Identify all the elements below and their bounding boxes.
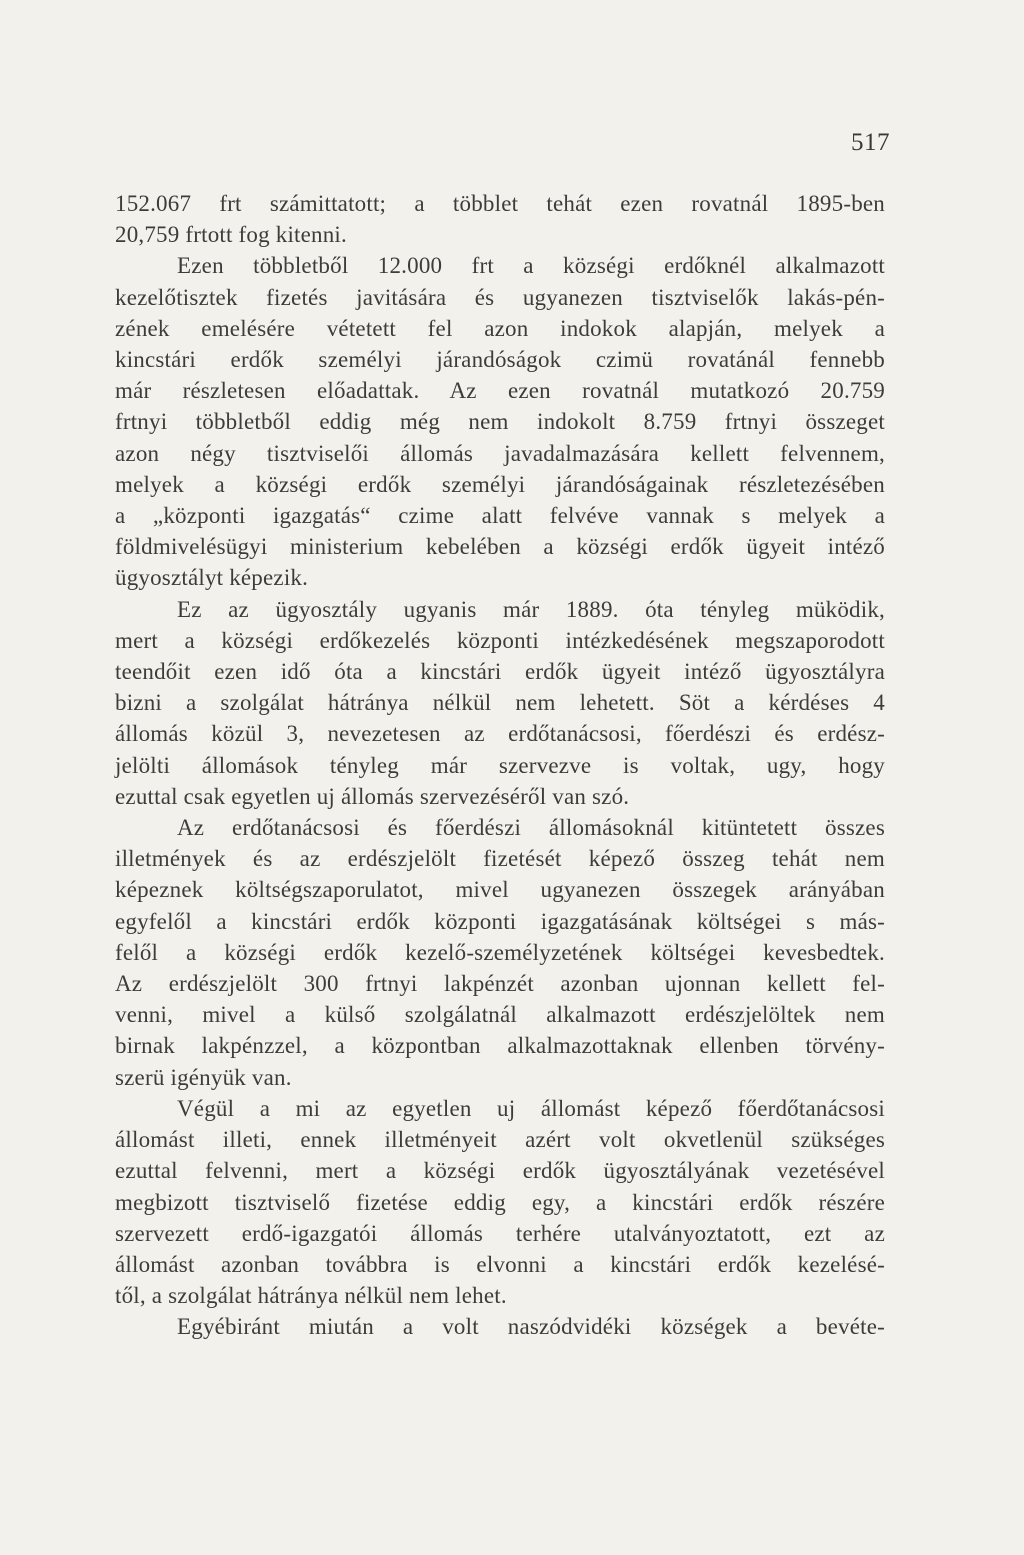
text-line: mert a községi erdőkezelés központi intézkedésének megszaporodott bbox=[115, 627, 885, 653]
text-line: frtnyi többletből eddig még nem indokolt 8.759 frtnyi összeget bbox=[115, 409, 885, 435]
text-line: bizni a szolgálat hátránya nélkül nem lehetett. Söt a kérdéses 4 bbox=[115, 690, 885, 716]
text-line: ezuttal felvenni, mert a községi erdők ügyosztályának vezetésével bbox=[115, 1158, 885, 1184]
text-line: venni, mivel a külső szolgálatnál alkalmazott erdészjelöltek nem bbox=[115, 1002, 885, 1028]
body-text bbox=[115, 188, 885, 1343]
text-line: állomás közül 3, nevezetesen az erdőtanácsosi, főerdészi és erdész- bbox=[115, 721, 885, 747]
text-line: birnak lakpénzzel, a központban alkalmazottaknak ellenben törvény- bbox=[115, 1033, 885, 1059]
text-line: Végül a mi az egyetlen uj állomást képező főerdőtanácsosi bbox=[177, 1095, 885, 1121]
text-line: Az erdőtanácsosi és főerdészi állomásoknál kitüntetett összes bbox=[177, 815, 885, 841]
text-line: től, a szolgálat hátránya nélkül nem lehet. bbox=[115, 1283, 507, 1309]
text-line: szervezett erdő-igazgatói állomás terhére utalványoztatott, ezt az bbox=[115, 1220, 885, 1246]
text-line: illetmények és az erdészjelölt fizetését képező összeg tehát nem bbox=[115, 846, 885, 872]
text-line: már részletesen előadattak. Az ezen rovatnál mutatkozó 20.759 bbox=[115, 378, 885, 404]
text-line: egyfelől a kincstári erdők központi igazgatásának költségei s más- bbox=[115, 908, 885, 934]
text-line: szerü igényük van. bbox=[115, 1064, 292, 1090]
text-line: ügyosztályt képezik. bbox=[115, 565, 309, 591]
text-line: a „központi igazgatás“ czime alatt felvéve vannak s melyek a bbox=[115, 503, 885, 529]
text-line: zének emelésére vétetett fel azon indokok alapján, melyek a bbox=[115, 315, 885, 341]
text-line: Egyébiránt miután a volt naszódvidéki községek a bevéte- bbox=[177, 1314, 885, 1340]
text-line: Az erdészjelölt 300 frtnyi lakpénzét azonban ujonnan kellett fel- bbox=[115, 971, 885, 997]
text-line: jelölti állomások tényleg már szervezve is voltak, ugy, hogy bbox=[115, 752, 885, 778]
text-line: teendőit ezen idő óta a kincstári erdők ügyeit intéző ügyosztályra bbox=[115, 659, 885, 685]
text-line: Ez az ügyosztály ugyanis már 1889. óta tényleg müködik, bbox=[177, 596, 885, 622]
text-line: állomást illeti, ennek illetményeit azért volt okvetlenül szükséges bbox=[115, 1127, 885, 1153]
text-line: ezuttal csak egyetlen uj állomás szervezéséről van szó. bbox=[115, 783, 630, 809]
text-line: felől a községi erdők kezelő-személyzetének költségei kevesbedtek. bbox=[115, 939, 885, 965]
text-line: azon négy tisztviselői állomás javadalmazására kellett felvennem, bbox=[115, 440, 885, 466]
text-line: 20,759 frtott fog kitenni. bbox=[115, 222, 347, 248]
text-line: állomást azonban továbbra is elvonni a kincstári erdők kezelésé- bbox=[115, 1251, 885, 1277]
text-line: 152.067 frt számittatott; a többlet tehát ezen rovatnál 1895-ben bbox=[115, 191, 885, 216]
text-line: kincstári erdők személyi járandóságok czimü rovatánál fennebb bbox=[115, 347, 885, 373]
text-line: kezelőtisztek fizetés javitására és ugyanezen tisztviselők lakás-pén- bbox=[115, 284, 885, 310]
page-number: 517 bbox=[851, 129, 890, 156]
text-line: földmivelésügyi ministerium kebelében a községi erdők ügyeit intéző bbox=[115, 534, 885, 560]
text-line: képeznek költségszaporulatot, mivel ugyanezen összegek arányában bbox=[115, 877, 885, 903]
text-line: melyek a községi erdők személyi járandóságainak részletezésében bbox=[115, 471, 885, 497]
text-line: Ezen többletből 12.000 frt a községi erdőknél alkalmazott bbox=[177, 253, 885, 279]
text-line: megbizott tisztviselő fizetése eddig egy, a kincstári erdők részére bbox=[115, 1189, 885, 1215]
